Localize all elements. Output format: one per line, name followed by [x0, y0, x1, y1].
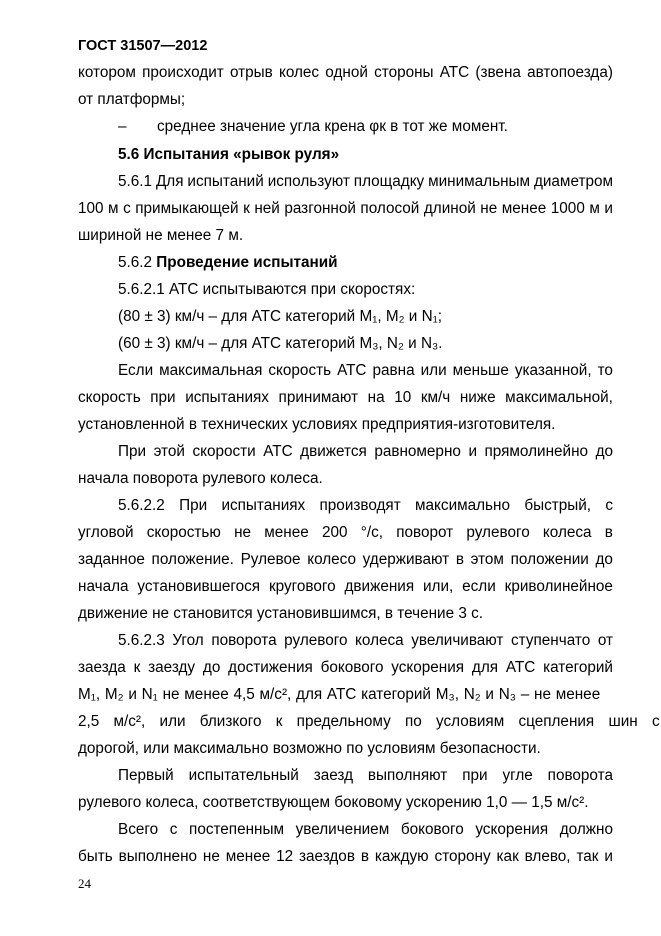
text-line: M₁, M₂ и N₁ не менее 4,5 м/с², для АТС категорий M₃, N₂ и N₃ – не менее — [78, 686, 601, 703]
subsection-title: Проведение испытаний — [156, 254, 338, 271]
word: в — [360, 848, 369, 865]
word: увеличивают — [411, 632, 504, 649]
word: выполняют — [367, 767, 448, 784]
word: ступенчато — [511, 632, 591, 649]
word: поворота — [547, 767, 613, 784]
word: максимальная — [159, 362, 263, 379]
page-number: 24 — [78, 876, 91, 891]
word: для — [471, 659, 499, 676]
word: равна — [372, 362, 415, 379]
word: или, — [422, 578, 454, 595]
text-line — [118, 766, 613, 786]
word: (звена — [475, 64, 521, 81]
word: Если — [118, 362, 154, 379]
word: Угол — [172, 632, 204, 649]
word: менее — [225, 848, 271, 865]
word: °/с, — [360, 524, 384, 541]
word: каждую — [374, 848, 429, 865]
word: АТС — [263, 443, 293, 460]
text-line: начала поворота рулевого колеса. — [78, 470, 323, 487]
word: установившегося — [137, 578, 261, 595]
word: бокового — [400, 821, 464, 838]
word: в — [604, 524, 613, 541]
word: так — [576, 848, 599, 865]
text-line: от платформы; — [78, 91, 186, 108]
list-item-text — [157, 117, 508, 137]
word: м — [108, 200, 119, 217]
word: равномерно — [374, 443, 461, 460]
word: м — [589, 200, 600, 217]
word: При — [118, 443, 147, 460]
word: происходит — [142, 64, 224, 81]
word: ней — [254, 200, 280, 217]
word: на — [367, 389, 385, 406]
word: угловой — [78, 524, 134, 541]
word: и — [468, 443, 477, 460]
word: должно — [559, 821, 613, 838]
text-line: установленной в технических условиях предприятия-изготовителя. — [78, 416, 556, 433]
word: максимальной, — [505, 389, 613, 406]
word: не — [234, 524, 252, 541]
word: 10 — [394, 389, 412, 406]
word: скоростью — [146, 524, 221, 541]
list-item-text-body: среднее значение угла крена φк в тот же момент. — [157, 118, 508, 135]
section-heading: 5.6 Испытания «рывок руля» — [118, 146, 340, 163]
word: Первый — [118, 767, 174, 784]
text-line: шириной не менее 7 м. — [78, 227, 244, 244]
word: то — [597, 362, 613, 379]
list-dash: – — [118, 118, 127, 135]
text-line — [78, 63, 613, 83]
word: разгонной — [284, 200, 356, 217]
word: криволинейное — [504, 578, 613, 595]
word: 5.6.2.3 — [118, 632, 165, 649]
word: скорость — [78, 389, 141, 406]
word: менее — [501, 200, 547, 217]
word: испытательный — [188, 767, 299, 784]
text-line: (80 ± 3) км/ч – для АТС категорий M₁, M₂ и N₁; — [118, 308, 443, 325]
word: и — [604, 848, 613, 865]
word: ниже — [459, 389, 496, 406]
word: увеличением — [295, 821, 390, 838]
subsection-heading — [118, 253, 338, 273]
word: колес — [278, 64, 320, 81]
text-line: движение не становится установившимся, в течение 3 с. — [78, 605, 484, 622]
word: от — [597, 632, 613, 649]
document-code-header: ГОСТ 31507—2012 — [78, 38, 208, 54]
word: 200 — [322, 524, 348, 541]
word: при — [462, 767, 488, 784]
word: положении — [510, 551, 589, 568]
word: бокового — [320, 659, 384, 676]
word: не — [202, 848, 220, 865]
word: менее — [264, 524, 309, 541]
word: рулевого — [466, 524, 530, 541]
word: категорий — [543, 659, 613, 676]
word: угле — [502, 767, 533, 784]
word: с — [605, 497, 613, 514]
word: одной — [325, 64, 368, 81]
word: быть — [78, 848, 113, 865]
word: заданное — [78, 551, 145, 568]
word: меньше — [452, 362, 509, 379]
word: поворота — [211, 632, 277, 649]
word: диаметром — [533, 173, 613, 190]
word: скорости — [192, 443, 256, 460]
word: максимально — [415, 497, 510, 514]
word: выполнено — [118, 848, 198, 865]
word: постепенным — [189, 821, 285, 838]
word: АТС — [337, 362, 367, 379]
word: к — [133, 659, 141, 676]
text-line — [118, 442, 613, 462]
text-line: 2,5 м/с², или близкого к предельному по условиям сцепления шин с — [78, 713, 660, 730]
word: испытаниях — [221, 497, 306, 514]
word: как — [496, 848, 519, 865]
word: указанной, — [514, 362, 592, 379]
word: до — [202, 659, 221, 676]
word: удерживают — [362, 551, 450, 568]
word: с — [123, 200, 131, 217]
word: заезду — [148, 659, 196, 676]
text-line — [78, 199, 613, 219]
word: и — [604, 200, 613, 217]
word: начала — [78, 578, 129, 595]
word: движения — [344, 578, 415, 595]
word: минимальным — [428, 173, 531, 190]
word: полосой — [360, 200, 420, 217]
word: котором — [78, 64, 136, 81]
text-line: 5.6.2.1 АТС испытываются при скоростях: — [118, 281, 416, 298]
word: АТС — [505, 659, 536, 676]
text-line — [78, 658, 613, 678]
text-line — [78, 847, 613, 867]
word: колеса — [355, 632, 404, 649]
word: Рулевое — [240, 551, 301, 568]
word: площадку — [353, 173, 425, 190]
word: до — [595, 443, 613, 460]
word: сторону — [434, 848, 491, 865]
word: АТС — [439, 64, 470, 81]
word: этом — [470, 551, 504, 568]
text-line — [78, 523, 613, 543]
text-line — [78, 550, 613, 570]
word: 1000 — [550, 200, 585, 217]
word: прямолинейно — [484, 443, 589, 460]
word: принимают — [278, 389, 359, 406]
word: примыкающей — [135, 200, 239, 217]
word: Всего — [118, 821, 159, 838]
word: длиной — [423, 200, 476, 217]
word: в — [455, 551, 464, 568]
subsection-number: 5.6.2 — [118, 254, 157, 271]
text-line — [118, 496, 613, 516]
word: 12 — [276, 848, 294, 865]
word: ускорения — [475, 821, 549, 838]
word: кругового — [268, 578, 336, 595]
text-line — [78, 388, 613, 408]
text-line: дорогой, или максимально возможно по условиям безопасности. — [78, 740, 541, 757]
text-line — [118, 361, 613, 381]
word: скорость — [268, 362, 332, 379]
word: к — [243, 200, 250, 217]
word: или — [420, 362, 447, 379]
word: достижения — [228, 659, 313, 676]
word: не — [480, 200, 498, 217]
word: заездов — [299, 848, 355, 865]
word: при — [150, 389, 176, 406]
word: если — [462, 578, 496, 595]
word: км/ч — [420, 389, 451, 406]
word: отрыв — [229, 64, 273, 81]
text-line — [78, 577, 613, 597]
word: с — [169, 821, 178, 838]
text-line — [118, 631, 613, 651]
word: автопоезда) — [527, 64, 613, 81]
word: ускорения — [391, 659, 465, 676]
word: используют — [267, 173, 350, 190]
text-line: рулевого колеса, соответствующем боковому ускорению 1,0 — 1,5 м/с². — [78, 794, 589, 811]
word: стороны — [374, 64, 434, 81]
word: При — [179, 497, 208, 514]
word: производят — [319, 497, 401, 514]
word: движется — [300, 443, 367, 460]
word: 5.6.1 — [118, 173, 153, 190]
word: влево, — [524, 848, 571, 865]
word: заезда — [78, 659, 126, 676]
word: испытаниях — [185, 389, 269, 406]
word: быстрый, — [524, 497, 592, 514]
word: 100 — [78, 200, 104, 217]
word: колеса — [542, 524, 592, 541]
word: заезд — [313, 767, 353, 784]
word: рулевого — [284, 632, 348, 649]
word: 5.6.2.2 — [118, 497, 165, 514]
word: этой — [153, 443, 185, 460]
word: колесо — [307, 551, 356, 568]
word: поворот — [396, 524, 454, 541]
text-line — [118, 172, 613, 192]
word: положение. — [151, 551, 234, 568]
text-line: (60 ± 3) км/ч – для АТС категорий M₃, N₂ и N₃. — [118, 335, 443, 352]
word: до — [595, 551, 613, 568]
text-line — [118, 820, 613, 840]
word: Для — [155, 173, 184, 190]
word: испытаний — [187, 173, 264, 190]
